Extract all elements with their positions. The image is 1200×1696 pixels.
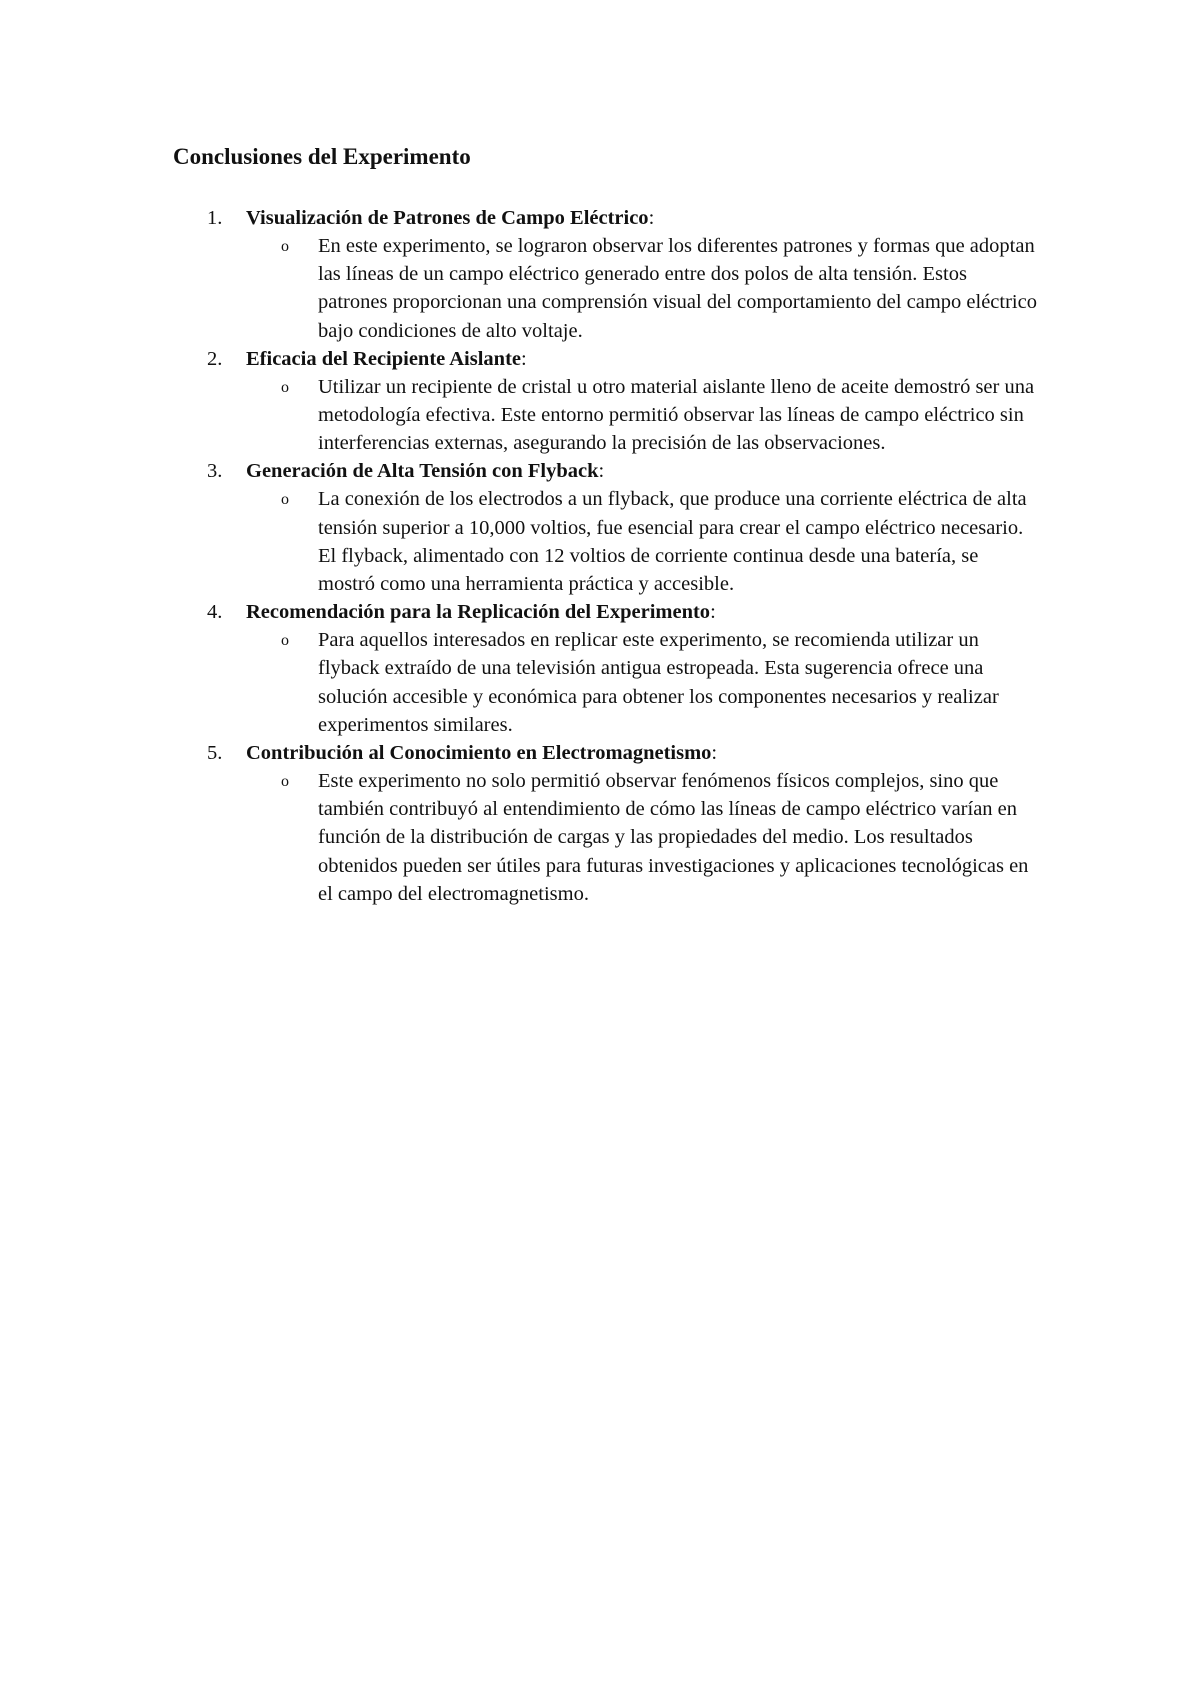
conclusion-heading — [246, 598, 716, 626]
conclusion-heading — [246, 345, 527, 373]
conclusion-heading-text: Eficacia del Recipiente Aislante — [246, 347, 521, 370]
bullet-icon: o — [281, 773, 289, 791]
heading-separator: : — [711, 742, 718, 765]
conclusion-heading — [246, 739, 717, 767]
conclusion-bullet — [0, 485, 1200, 598]
heading-separator: : — [648, 207, 655, 229]
conclusion-text: Este experimento no solo permitió observar fenómenos físicos complejos, sino que también contribuyó al entendimiento de cómo las líneas de campo eléctrico varían en función de la distribución de cargas y las propiedades del medio. Los resultados obtenidos pueden ser útiles para futuras investigaciones y aplicaciones tecnológicas en el campo del electromagnetismo. — [318, 770, 1029, 905]
heading-separator: : — [521, 347, 527, 370]
conclusion-item-head — [0, 598, 1200, 626]
conclusion-bullet — [0, 373, 1200, 458]
conclusion-item-head — [0, 345, 1200, 373]
conclusion-item — [0, 598, 1200, 739]
conclusion-item — [0, 345, 1200, 458]
conclusion-heading-text: Recomendación para la Replicación del Experimento — [246, 601, 711, 624]
conclusion-heading-text: Contribución al Conocimiento en Electromagnetismo — [246, 742, 712, 765]
bullet-icon: o — [281, 238, 289, 255]
conclusion-bullet — [0, 232, 1200, 345]
heading-separator: : — [710, 601, 716, 624]
conclusion-heading-text: Generación de Alta Tensión con Flyback — [246, 460, 599, 483]
conclusion-item — [0, 204, 1200, 345]
conclusions-list — [0, 204, 1200, 908]
conclusion-item-head — [0, 739, 1200, 767]
conclusion-item-head — [0, 457, 1200, 485]
conclusion-heading — [246, 204, 654, 232]
conclusion-heading-text: Visualización de Patrones de Campo Eléctrico — [246, 207, 649, 229]
conclusion-number: 1. — [207, 207, 223, 229]
conclusion-number: 2. — [207, 347, 223, 370]
document-title: Conclusiones del Experimento — [173, 144, 471, 169]
conclusion-text: En este experimento, se lograron observar los diferentes patrones y formas que adoptan las líneas de un campo eléctrico generado entre dos polos de alta tensión. Estos patrones proporcionan una comprensión visual del comportamiento del campo eléctrico bajo condiciones de alto voltaje. — [318, 235, 1037, 342]
conclusion-item — [0, 739, 1200, 908]
conclusion-heading — [246, 457, 604, 485]
heading-separator: : — [598, 460, 605, 483]
conclusion-number: 3. — [207, 460, 223, 483]
bullet-icon: o — [281, 491, 289, 509]
conclusion-bullet — [0, 626, 1200, 739]
conclusion-number: 5. — [207, 742, 223, 765]
bullet-icon: o — [281, 378, 289, 396]
conclusion-number: 4. — [207, 601, 223, 624]
bullet-icon: o — [281, 632, 289, 650]
conclusion-item-head — [0, 204, 1200, 232]
conclusion-bullet — [0, 767, 1200, 908]
conclusion-text: Utilizar un recipiente de cristal u otro material aislante lleno de aceite demostró ser una metodología efectiva. Este entorno permitió observar las líneas de campo eléctrico sin interferencias externas, asegurando la precisión de las observaciones. — [318, 375, 1035, 455]
conclusion-item — [0, 457, 1200, 598]
conclusion-text: Para aquellos interesados en replicar este experimento, se recomienda utilizar un flyback extraído de una televisión antigua estropeada. Esta sugerencia ofrece una solución accesible y económica para obtener los componentes necesarios y realizar experimentos similares. — [318, 629, 999, 736]
conclusion-text: La conexión de los electrodos a un flyback, que produce una corriente eléctrica de alta tensión superior a 10,000 voltios, fue esencial para crear el campo eléctrico necesario. El flyback, alimentado con 12 voltios de corriente continua desde una batería, se mostró como una herramienta práctica y accesible. — [318, 488, 1027, 596]
